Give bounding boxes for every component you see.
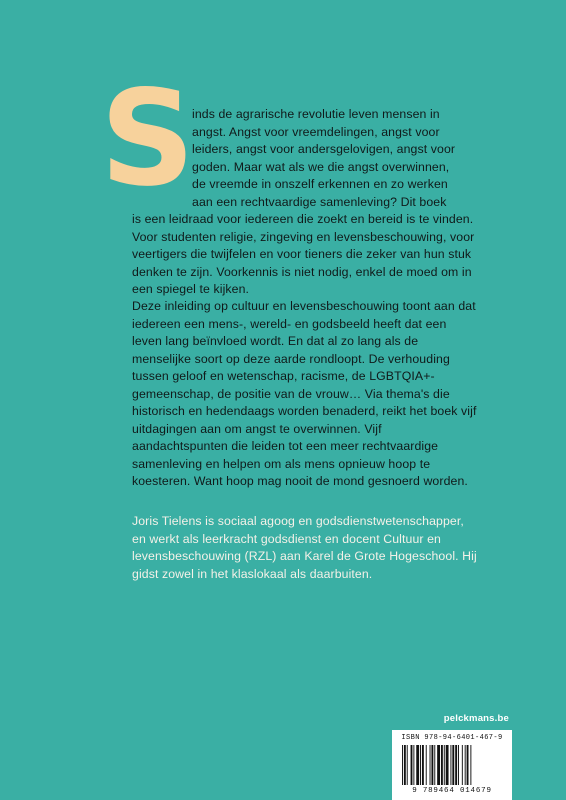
isbn-label: ISBN 978-94-6401-467-9	[401, 734, 503, 742]
blurb-line: leiders, angst voor andersgelovigen, angst voor	[192, 142, 456, 156]
barcode-icon	[402, 745, 502, 785]
blurb-line: inds de agrarische revolutie leven mensen in	[192, 107, 440, 121]
drop-cap-letter: S	[100, 62, 196, 216]
blurb-line: angst. Angst voor vreemdelingen, angst voor	[192, 124, 440, 139]
blurb-paragraph-1	[132, 106, 477, 299]
blurb-line: goden. Maar wat als we die angst overwinnen,	[192, 159, 450, 174]
barcode-digits: 9 789464 014679	[412, 787, 492, 795]
author-bio: Joris Tielens is sociaal agoog en godsdienstwetenschapper, en werkt als leerkracht godsdienst en docent Cultuur en levensbeschouwing (RZL) aan Karel de Grote Hogeschool. Hij gidst zowel in het klaslokaal als daarbuiten.	[132, 514, 477, 581]
barcode-panel	[392, 730, 512, 800]
publisher-url[interactable]: pelckmans.be	[443, 713, 509, 724]
blurb-line: de vreemde in onszelf erkennen en zo werken	[192, 177, 448, 191]
blurb-line: aan een rechtvaardige samenleving? Dit boek	[192, 194, 447, 209]
blurb-paragraph-2: Deze inleiding op cultuur en levensbeschouwing toont aan dat iedereen een mens-, wereld- en godsbeeld heeft dat een leven lang beïnvloed wordt. En dat al zo lang als de menselijke soort op deze aarde rondloopt. De verhouding tussen geloof en wetenschap, racisme, de LGBTQIA+-gemeenschap, de positie van de vrouw… Via thema's die historisch en hedendaags worden benaderd, reikt het boek vijf uitdagingen aan om angst te overwinnen. Vijf aandachtspunten die leiden tot een meer rechtvaardige samenleving en helpen om als mens opnieuw hoop te koesteren. Want hoop mag nooit de mond gesnoerd worden.	[132, 299, 477, 488]
blurb-continuation: is een leidraad voor iedereen die zoekt en bereid is te vinden. Voor studenten religie, zingeving en levensbeschouwing, voor veertigers die twijfelen en voor tieners die zeker van hun stuk denken te zijn. Voorkennis is niet nodig, enkel de moed om in een spiegel te kijken.	[132, 212, 475, 296]
